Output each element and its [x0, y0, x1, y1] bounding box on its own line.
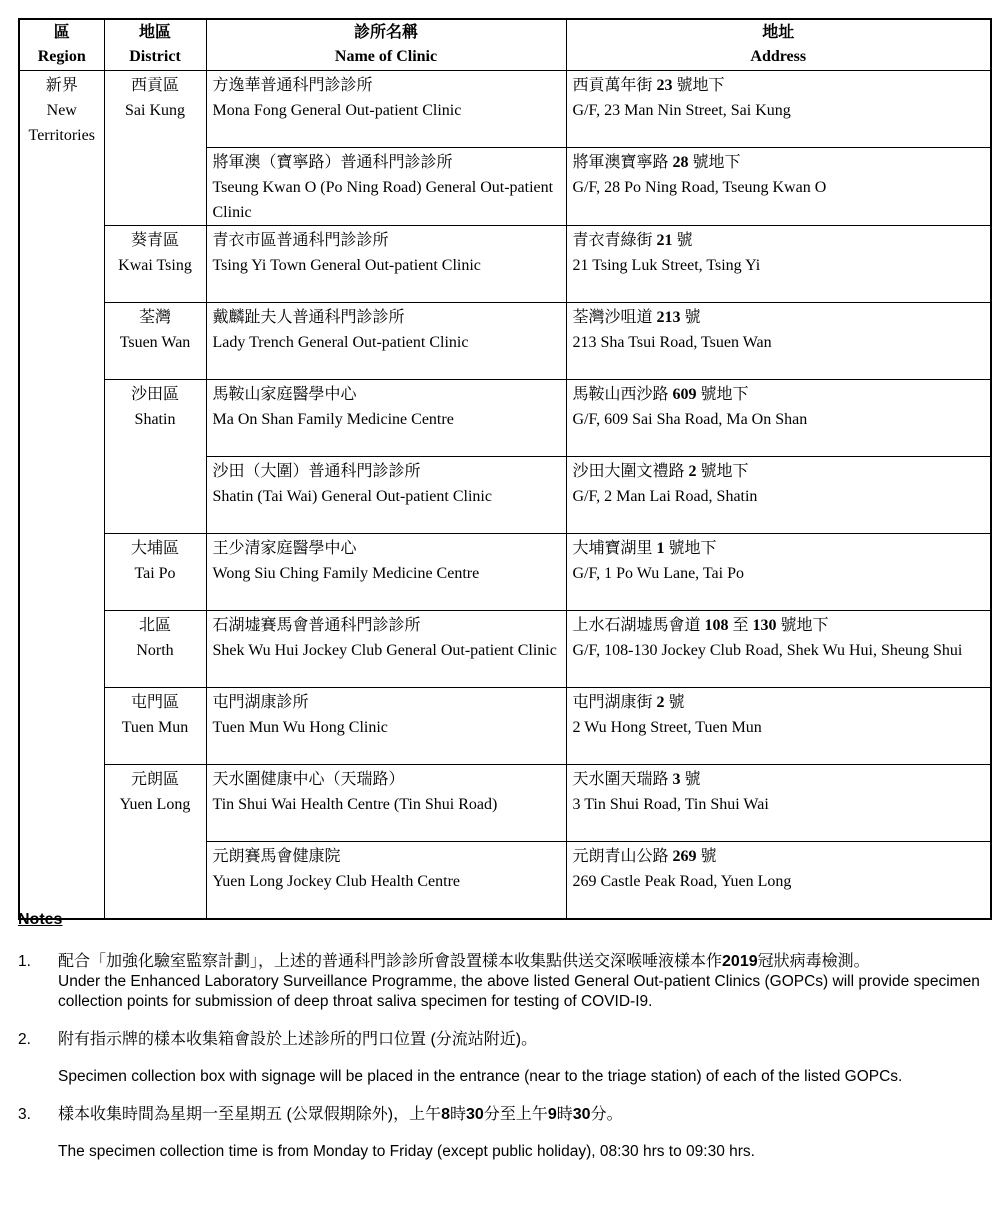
district-en: Kwai Tsing	[118, 257, 192, 274]
clinic-name-cell	[206, 303, 566, 380]
table-row	[19, 688, 991, 765]
table-row	[19, 534, 991, 611]
header-clinic-name-en: Name of Clinic	[334, 48, 438, 65]
address-cell	[566, 303, 991, 380]
district-zh: 北區	[138, 617, 171, 634]
clinic-name-cell	[206, 842, 566, 920]
district-zh: 西貢區	[130, 77, 179, 94]
clinic-name-cell	[206, 765, 566, 842]
clinic-name-en: Wong Siu Ching Family Medicine Centre	[212, 565, 480, 582]
clinic-name-cell	[206, 611, 566, 688]
address-en: G/F, 23 Man Nin Street, Sai Kung	[572, 102, 791, 119]
district-en: Shatin	[134, 411, 176, 428]
address-zh: 青衣青綠街 21 號	[572, 232, 693, 249]
header-district	[104, 19, 206, 71]
district-cell-kwai-tsing	[104, 226, 206, 303]
header-region-en: Region	[37, 48, 86, 65]
clinic-name-en: Shek Wu Hui Jockey Club General Out-patient Clinic	[212, 642, 557, 659]
note-item-3	[18, 1105, 988, 1162]
address-zh: 馬鞍山西沙路 609 號地下	[572, 386, 749, 403]
clinic-name-en: Mona Fong General Out-patient Clinic	[212, 102, 462, 119]
table-row	[19, 226, 991, 303]
district-en: Tsuen Wan	[119, 334, 191, 351]
clinic-name-en: Tin Shui Wai Health Centre (Tin Shui Road)	[212, 796, 498, 813]
header-address-en: Address	[750, 48, 807, 65]
address-zh: 屯門湖康街 2 號	[572, 694, 685, 711]
note-text-zh: 樣本收集時間為星期一至星期五 (公眾假期除外)，上午8時30分至上午9時30分。	[58, 1106, 623, 1123]
clinic-name-cell	[206, 688, 566, 765]
address-zh: 西貢萬年街 23 號地下	[572, 77, 725, 94]
address-cell	[566, 226, 991, 303]
note-text-zh: 附有指示牌的樣本收集箱會設於上述診所的門口位置 (分流站附近)。	[58, 1031, 538, 1048]
district-zh: 荃灣	[138, 309, 171, 326]
clinic-name-zh: 方逸華普通科門診診所	[212, 77, 373, 94]
table-row	[19, 71, 991, 148]
note-text-en: Under the Enhanced Laboratory Surveillance Programme, the above listed General Out-patient Clinics (GOPCs) will provide specimen collection points for submission of deep throat saliva specimen for testing of COVID-I9.	[58, 973, 980, 1010]
note-number: 1.	[18, 953, 31, 970]
region-en: New Territories	[28, 102, 95, 144]
note-body	[58, 1105, 988, 1162]
clinic-name-zh: 天水圍健康中心（天瑞路）	[212, 771, 405, 788]
note-body	[58, 1030, 988, 1087]
address-en: G/F, 108-130 Jockey Club Road, Shek Wu Hui, Sheung Shui	[572, 642, 963, 659]
address-zh: 天水圍天瑞路 3 號	[572, 771, 701, 788]
address-zh: 將軍澳寶寧路 28 號地下	[572, 154, 741, 171]
address-zh: 沙田大圍文禮路 2 號地下	[572, 463, 749, 480]
clinic-table	[18, 18, 992, 920]
district-cell-yuen-long	[104, 765, 206, 920]
clinic-name-en: Tsing Yi Town General Out-patient Clinic	[212, 257, 481, 274]
notes-section	[18, 910, 988, 1180]
clinic-name-en: Ma On Shan Family Medicine Centre	[212, 411, 454, 428]
clinic-name-cell	[206, 380, 566, 457]
address-en: 21 Tsing Luk Street, Tsing Yi	[572, 257, 761, 274]
district-en: North	[136, 642, 174, 659]
clinic-name-zh: 王少清家庭醫學中心	[212, 540, 357, 557]
clinic-name-zh: 元朗賽馬會健康院	[212, 848, 341, 865]
clinic-name-cell	[206, 71, 566, 148]
address-en: G/F, 609 Sai Sha Road, Ma On Shan	[572, 411, 808, 428]
note-text-en: Specimen collection box with signage will be placed in the entrance (near to the triage station) of each of the listed GOPCs.	[58, 1068, 903, 1085]
district-cell-sai-kung	[104, 71, 206, 226]
header-address-zh: 地址	[762, 24, 795, 41]
header-district-en: District	[129, 48, 181, 65]
address-cell	[566, 148, 991, 226]
clinic-name-en: Tuen Mun Wu Hong Clinic	[212, 719, 388, 736]
region-zh: 新界	[45, 77, 78, 94]
clinic-name-zh: 戴麟趾夫人普通科門診診所	[212, 309, 405, 326]
district-cell-north	[104, 611, 206, 688]
address-cell	[566, 842, 991, 920]
note-item-2	[18, 1030, 988, 1087]
district-cell-tai-po	[104, 534, 206, 611]
table-row	[19, 765, 991, 842]
note-number: 3.	[18, 1106, 31, 1123]
district-en: Sai Kung	[125, 102, 185, 119]
clinic-name-en: Tseung Kwan O (Po Ning Road) General Out-patient Clinic	[212, 179, 554, 221]
table-row	[19, 380, 991, 457]
notes-heading: Notes	[18, 911, 63, 928]
clinic-name-zh: 石湖墟賽馬會普通科門診診所	[212, 617, 421, 634]
clinic-name-zh: 馬鞍山家庭醫學中心	[212, 386, 357, 403]
clinic-name-zh: 屯門湖康診所	[212, 694, 309, 711]
header-clinic-name-zh: 診所名稱	[353, 24, 418, 41]
clinic-name-en: Lady Trench General Out-patient Clinic	[212, 334, 469, 351]
note-text-zh: 配合「加強化驗室監察計劃」，上述的普通科門診診所會設置樣本收集點供送交深喉唾液樣本作2019冠狀病毒檢測。	[58, 953, 870, 970]
clinic-name-zh: 青衣市區普通科門診診所	[212, 232, 389, 249]
district-en: Tuen Mun	[121, 719, 189, 736]
note-item-1	[18, 952, 988, 1012]
address-en: 3 Tin Shui Road, Tin Shui Wai	[572, 796, 769, 813]
district-zh: 屯門區	[130, 694, 179, 711]
clinic-name-zh: 將軍澳（寶寧路）普通科門診診所	[212, 154, 453, 171]
header-district-zh: 地區	[138, 24, 171, 41]
header-region	[19, 19, 104, 71]
address-en: 2 Wu Hong Street, Tuen Mun	[572, 719, 762, 736]
note-body	[58, 952, 988, 1012]
district-cell-shatin	[104, 380, 206, 534]
clinic-name-en: Shatin (Tai Wai) General Out-patient Clinic	[212, 488, 492, 505]
address-cell	[566, 71, 991, 148]
clinic-name-cell	[206, 226, 566, 303]
header-address	[566, 19, 991, 71]
address-cell	[566, 765, 991, 842]
clinic-name-en: Yuen Long Jockey Club Health Centre	[212, 873, 460, 890]
clinic-name-cell	[206, 457, 566, 534]
address-cell	[566, 688, 991, 765]
address-cell	[566, 380, 991, 457]
table-row	[19, 303, 991, 380]
address-zh: 上水石湖墟馬會道 108 至 130 號地下	[572, 617, 829, 634]
clinic-name-cell	[206, 534, 566, 611]
address-zh: 荃灣沙咀道 213 號	[572, 309, 701, 326]
table-row	[19, 611, 991, 688]
district-en: Tai Po	[134, 565, 176, 582]
address-en: 269 Castle Peak Road, Yuen Long	[572, 873, 792, 890]
district-en: Yuen Long	[119, 796, 191, 813]
district-zh: 元朗區	[130, 771, 179, 788]
address-cell	[566, 534, 991, 611]
address-en: 213 Sha Tsui Road, Tsuen Wan	[572, 334, 772, 351]
address-cell	[566, 611, 991, 688]
address-en: G/F, 1 Po Wu Lane, Tai Po	[572, 565, 744, 582]
header-clinic-name	[206, 19, 566, 71]
district-zh: 大埔區	[130, 540, 179, 557]
district-cell-tsuen-wan	[104, 303, 206, 380]
district-zh: 沙田區	[130, 386, 179, 403]
address-en: G/F, 2 Man Lai Road, Shatin	[572, 488, 758, 505]
region-cell	[19, 71, 104, 920]
district-cell-tuen-mun	[104, 688, 206, 765]
address-cell	[566, 457, 991, 534]
address-zh: 大埔寶湖里 1 號地下	[572, 540, 717, 557]
address-zh: 元朗青山公路 269 號	[572, 848, 717, 865]
header-region-zh: 區	[53, 24, 70, 41]
clinic-name-zh: 沙田（大圍）普通科門診診所	[212, 463, 421, 480]
note-text-en: The specimen collection time is from Monday to Friday (except public holiday), 08:30 hrs to 09:30 hrs.	[58, 1143, 755, 1160]
note-number: 2.	[18, 1031, 31, 1048]
district-zh: 葵青區	[130, 232, 179, 249]
clinic-name-cell	[206, 148, 566, 226]
table-header-row	[19, 19, 991, 71]
address-en: G/F, 28 Po Ning Road, Tseung Kwan O	[572, 179, 827, 196]
